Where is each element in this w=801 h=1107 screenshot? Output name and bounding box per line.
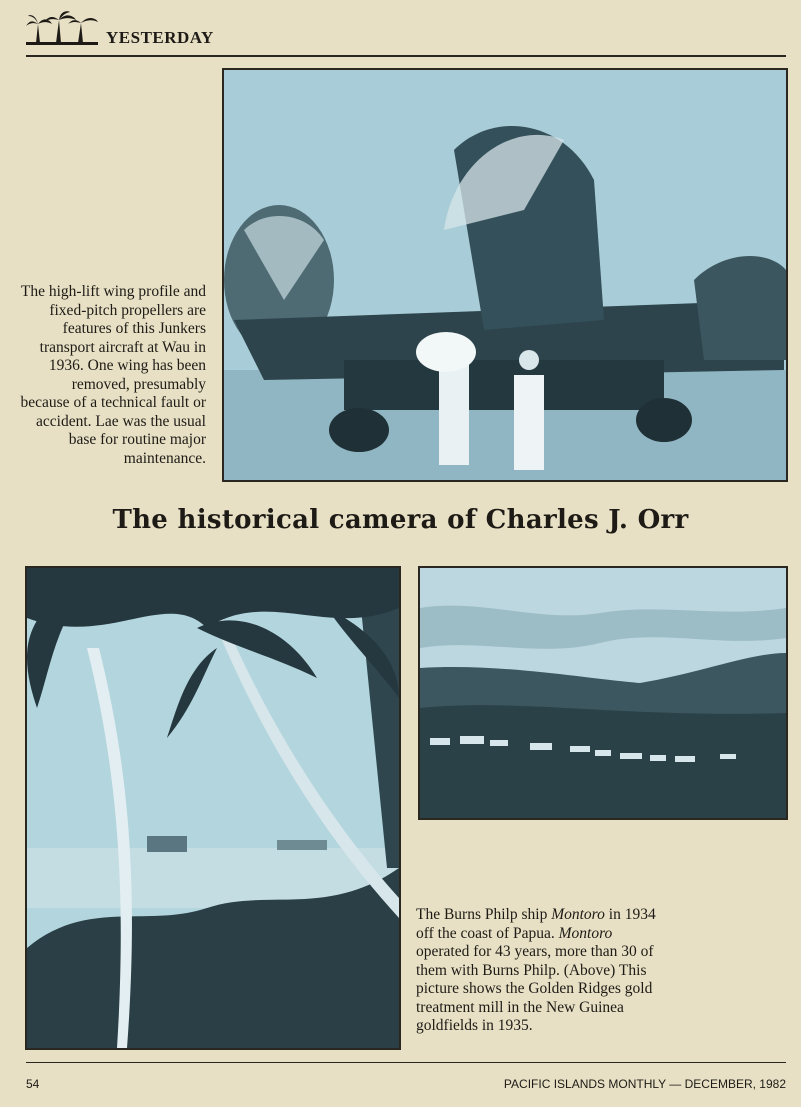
plane-caption: The high-lift wing profile and fixed-pitch propellers are features of this Junkers transport aircraft at Wau in 1936. One wing has been removed, presumably because of a technical fault or accident. Lae was the usual base for routine major maintenance. — [20, 283, 206, 467]
article-headline: The historical camera of Charles J. Orr — [112, 505, 689, 535]
page-number: 54 — [26, 1077, 40, 1091]
page-header — [26, 10, 786, 58]
caption-text: in 1934 off the coast of Papua. — [416, 906, 656, 942]
burns-philp-caption — [416, 906, 656, 1036]
footer-divider — [26, 1062, 786, 1063]
junkers-aircraft-photo — [222, 68, 788, 482]
publication-line: PACIFIC ISLANDS MONTHLY — DECEMBER, 1982 — [503, 1077, 786, 1091]
section-label: YESTERDAY — [106, 28, 214, 47]
coconut-palms-shore-photo — [25, 566, 401, 1050]
goldfields-mill-photo — [418, 566, 788, 820]
ship-name: Montoro — [551, 906, 605, 923]
header-divider — [26, 55, 786, 57]
caption-text: The Burns Philp ship — [416, 906, 552, 923]
ship-name: Montoro — [558, 924, 613, 942]
palm-trees-icon — [26, 10, 98, 48]
caption-text: operated for 43 years, more than 30 of them with Burns Philp. (Above) This picture shows the Golden Ridges gold treatment mill in the New Guinea goldfields in 1935. — [416, 943, 654, 1034]
